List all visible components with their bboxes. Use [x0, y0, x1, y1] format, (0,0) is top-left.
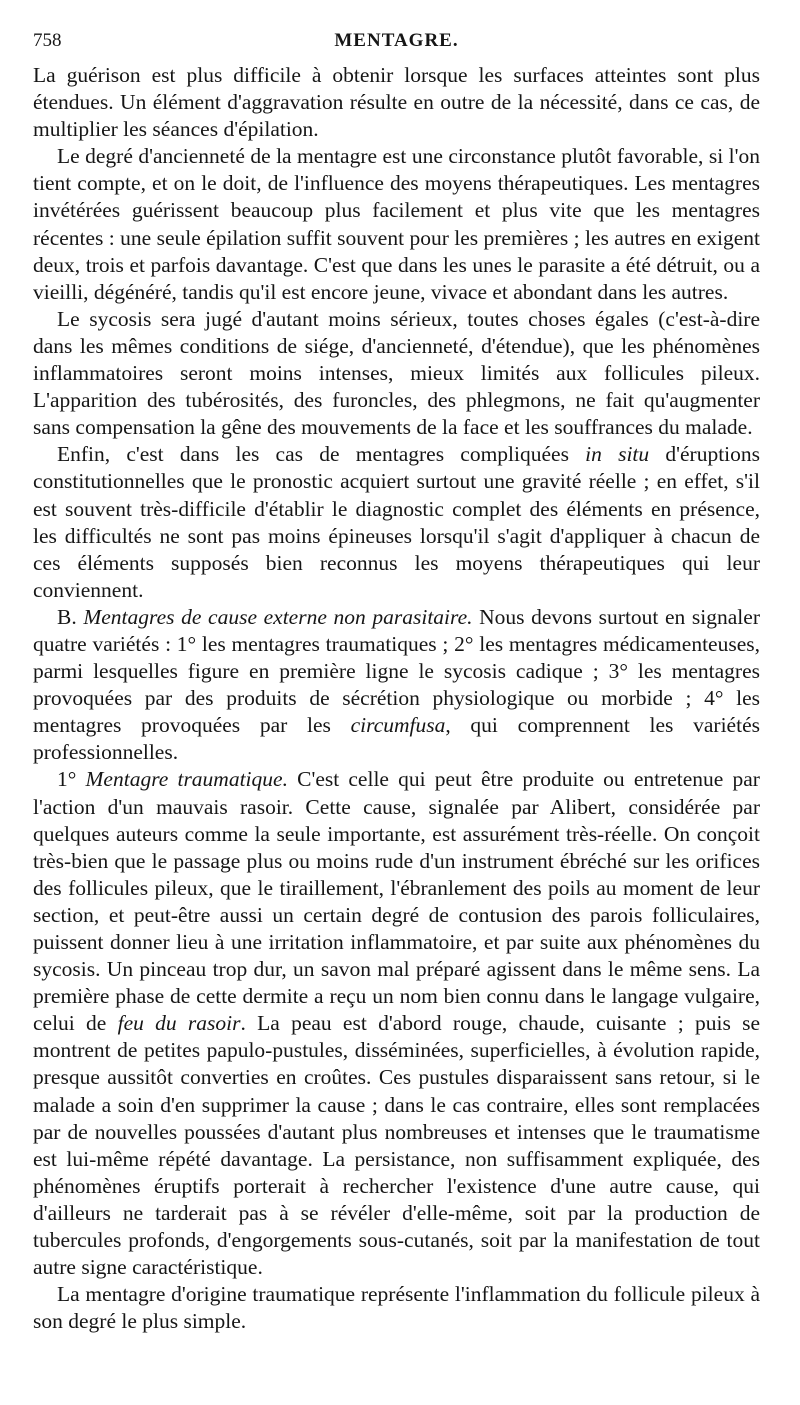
paragraph-anciennete: Le degré d'ancienneté de la mentagre est une circonstance plutôt favorable, si l'on tient compte, et on le doit, de l'influence des moyens thérapeutiques. Les mentagres invétérées guérissent beaucoup plus facilement et plus vite que les mentagres récentes : une seule épilation suffit souvent pour les premières ; les autres en exigent deux, trois et parfois davantage. C'est que dans les unes le parasite a été détruit, ou a vieilli, dégénéré, tandis qu'il est encore jeune, vivace et abondant dans les autres. — [33, 144, 760, 304]
text-run: d'éruptions constitutionnelles que le pronostic acquiert surtout une gravité réelle ; en effet, s'il est souvent très-difficile d'établir le diagnostic complet des éléments en présence, les difficultés ne sont pas moins épineuses lorsqu'il s'agit d'appliquer à chacun de ces éléments supposés bien reconnus les moyens thérapeutiques qui leur conviennent. — [33, 442, 761, 602]
subsection-label: 1° — [57, 767, 86, 792]
section-label: B. — [57, 604, 84, 629]
paragraph-guerison: La guérison est plus difficile à obtenir lorsque les surfaces atteintes sont plus étendues. Un élément d'aggravation résulte en outre de la nécessité, dans ce cas, de multiplier les séances d'épilation. — [33, 63, 760, 142]
italic-term: circumfusa — [350, 713, 446, 738]
running-title: MENTAGRE. — [334, 30, 459, 51]
page-header — [33, 22, 760, 62]
paragraph-sycosis-juge: Le sycosis sera jugé d'autant moins sérieux, toutes choses égales (c'est-à-dire dans les mêmes conditions de siége, d'ancienneté, d'étendue), que les phénomènes inflammatoires seront moins intenses, mieux limités aux follicules pileux. L'apparition des tubérosités, des furoncles, des phlegmons, ne fait qu'augmenter sans compensation la gêne des mouvements de la face et les souffrances du malade. — [33, 306, 760, 440]
paragraph-section-b — [33, 604, 760, 767]
italic-term: feu du rasoir — [117, 1011, 241, 1036]
text-run: C'est celle qui peut être produite ou entretenue par l'action d'un mauvais rasoir. Cette cause, signalée par Alibert, considérée par quelques auteurs comme la seule importante, est assurément très-réelle. On conçoit très-bien que le passage plus ou moins rude d'un instrument ébréché sur les orifices des follicules pileux, que le tiraillement, l'ébranlement des poils au moment de leur section, et peut-être aussi un certain degré de contusion des parois folliculaires, puissent donner lieu à une irritation inflammatoire, et par suite aux phénomènes du sycosis. Un pinceau trop dur, un savon mal préparé agissent dans le même sens. La première phase de cette dermite a reçu un nom bien connu dans le langage vulgaire, celui de — [33, 767, 760, 1036]
text-run: Nous devons surtout en signaler quatre variétés : 1° les mentagres traumatiques ; 2° les mentagres médicamenteuses, parmi lesquelles figure en première ligne le sycosis cadique ; 3° les mentagres provoquées par des produits de sécrétion physiologique ou morbide ; 4° les mentagres provoquées par les — [33, 604, 760, 738]
body-text — [33, 62, 760, 1335]
paragraph-eruptions-constitutionnelles — [33, 441, 760, 604]
text-run: , qui comprennent les variétés professionnelles. — [33, 713, 760, 765]
paragraph-conclusion: La mentagre d'origine traumatique représente l'inflammation du follicule pileux à son degré le plus simple. — [33, 1282, 760, 1334]
text-run: . La peau est d'abord rouge, chaude, cuisante ; puis se montrent de petites papulo-pustules, disséminées, superficielles, à évolution rapide, presque aussitôt converties en croûtes. Ces pustules disparaissent sans retour, si le malade a soin d'en supprimer la cause ; dans le cas contraire, elles sont remplacées par de nouvelles poussées d'autant plus nombreuses et intenses que le traumatisme est lui-même répété davantage. La persistance, non suffisamment expliquée, des phénomènes éruptifs porterait à rechercher l'existence d'une autre cause, qui d'ailleurs ne tarderait pas à se révéler d'elle-même, soit par la production de tubercules profonds, d'engorgements sous-cutanés, soit par la manifestation de tout autre signe caractéristique. — [33, 1011, 760, 1280]
book-page — [33, 22, 760, 1335]
italic-term: in situ — [585, 442, 650, 467]
paragraph-mentagre-traumatique — [33, 766, 760, 1281]
page-number: 758 — [33, 30, 62, 51]
subsection-heading: Mentagre traumatique. — [85, 767, 288, 792]
text-run: Enfin, c'est dans les cas de mentagres compliquées — [57, 442, 586, 467]
section-heading: Mentagres de cause externe non parasitaire. — [83, 604, 473, 629]
